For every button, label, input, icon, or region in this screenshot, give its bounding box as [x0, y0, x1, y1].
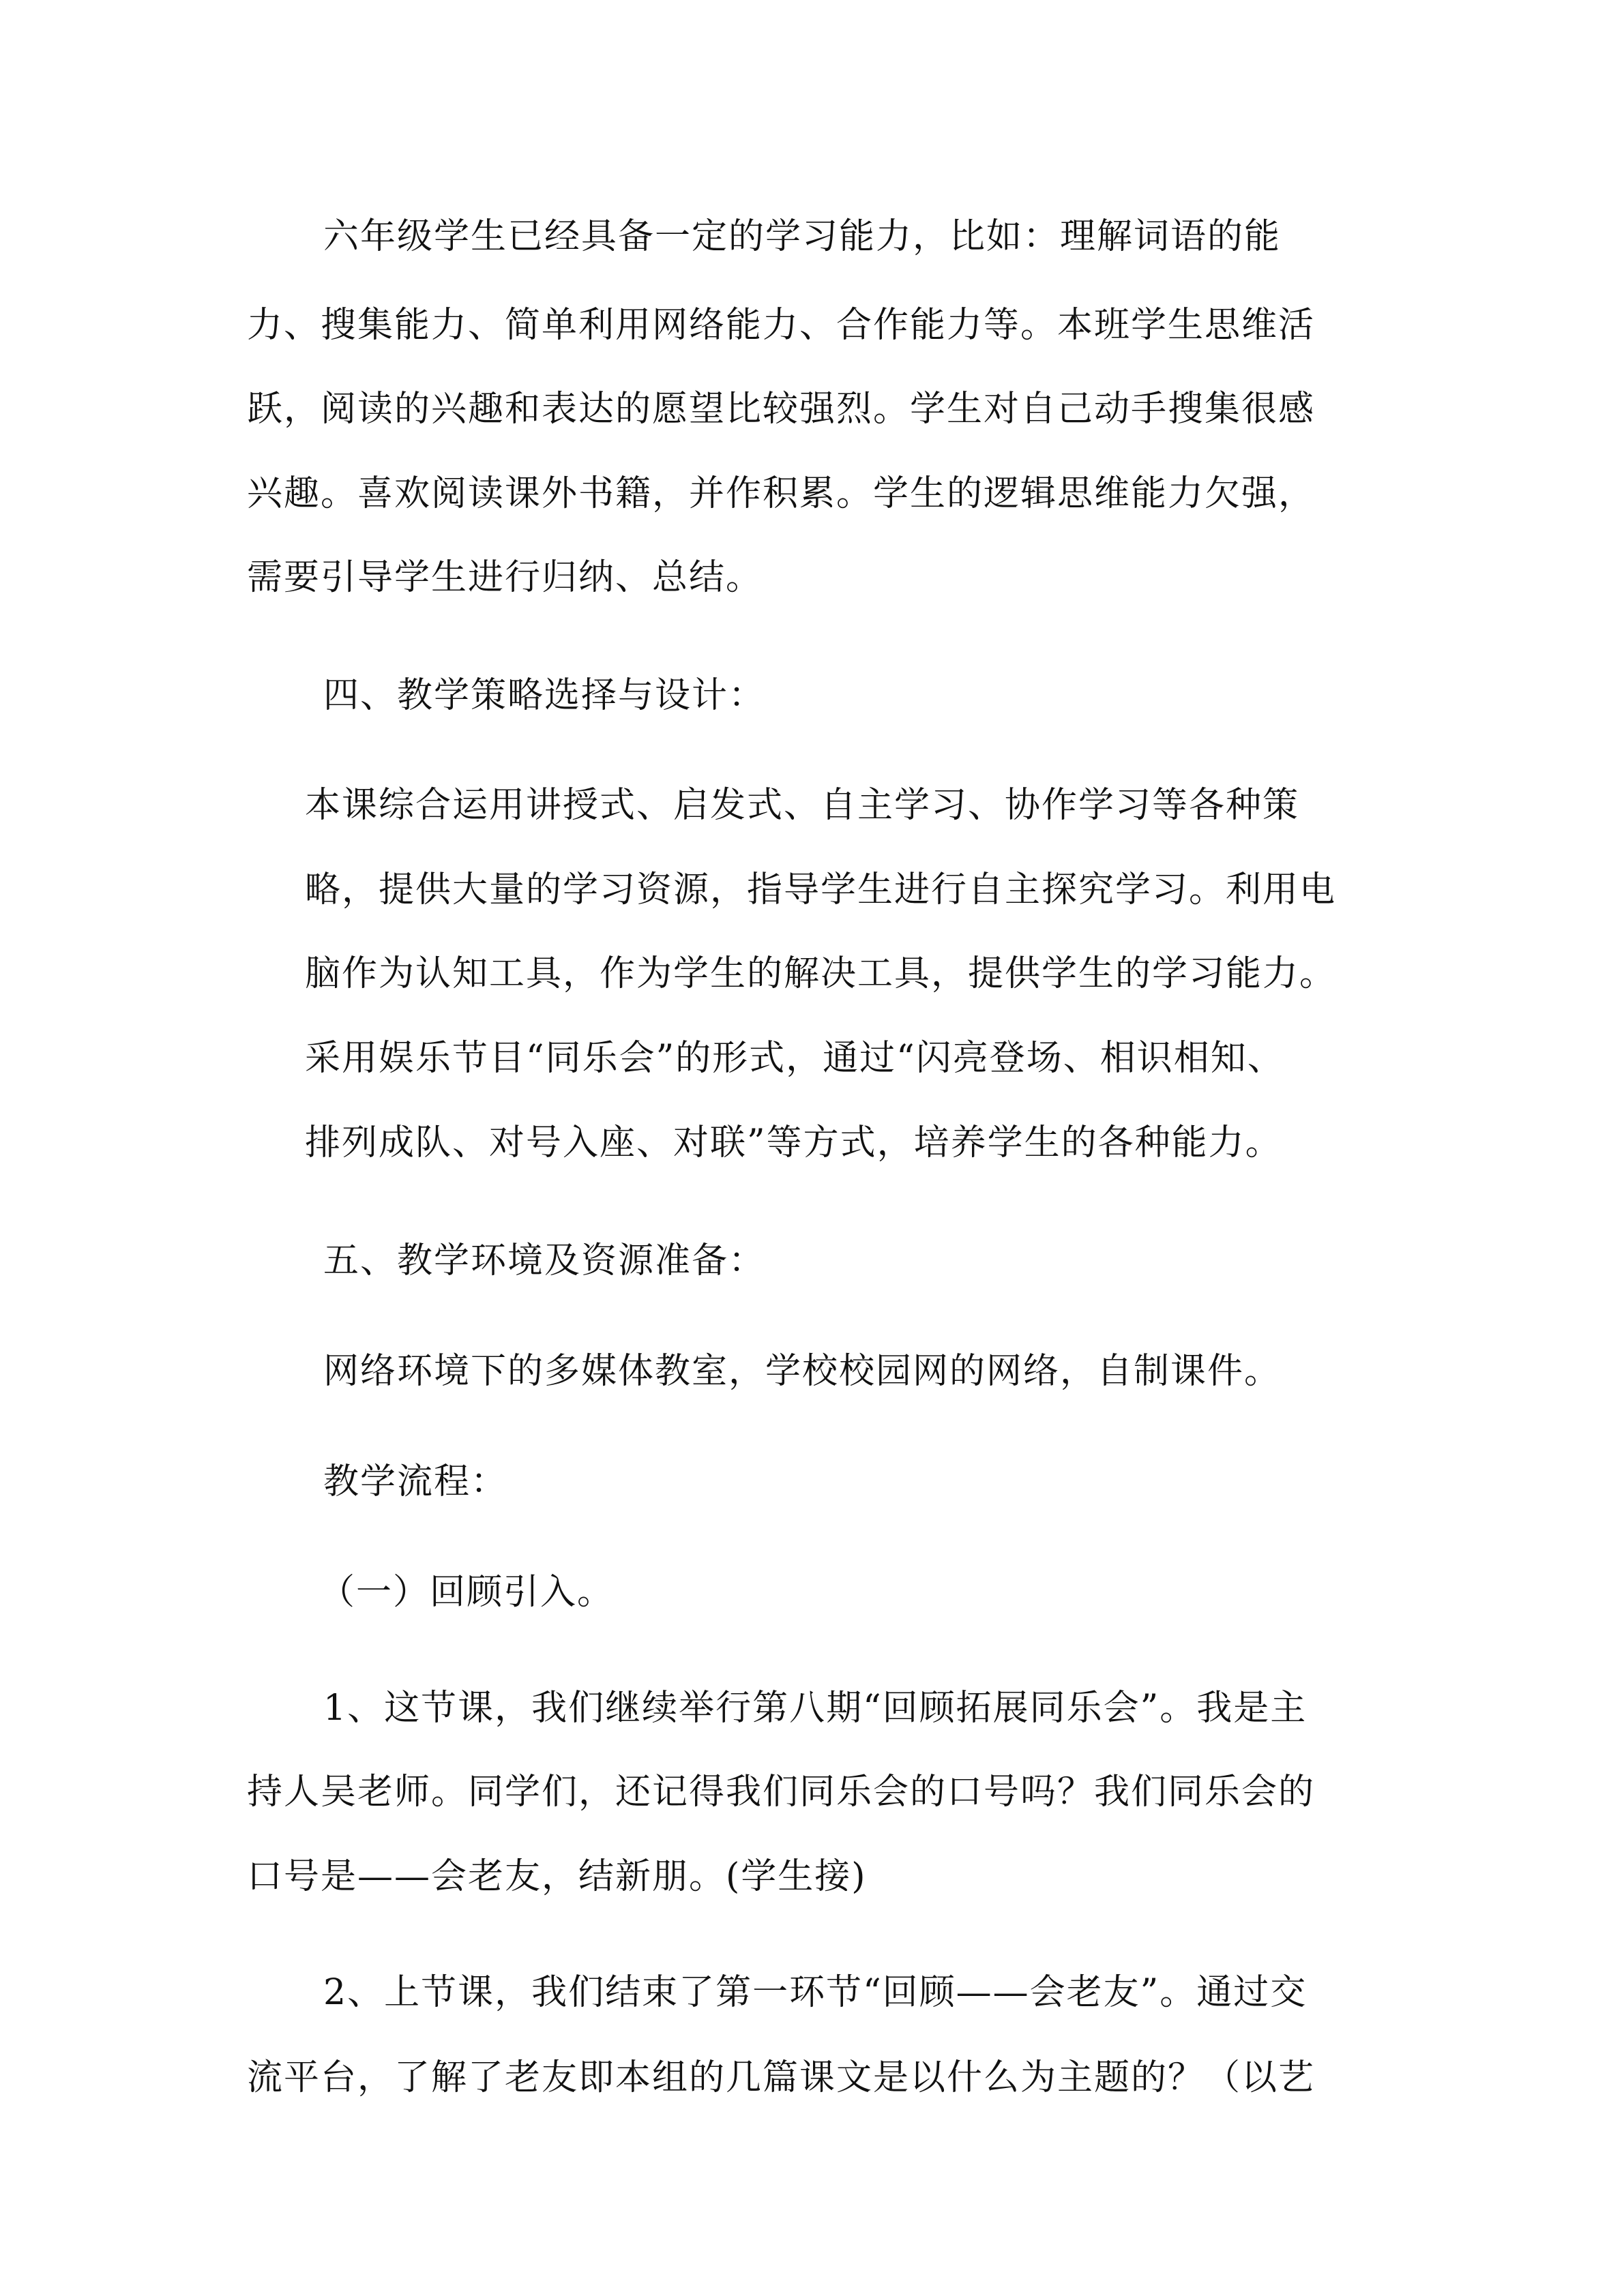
text-line: 排列成队、对号入座、对联”等方式，培养学生的各种能力。: [305, 1122, 1282, 1163]
text-line: 网络环境下的多媒体教室，学校校园网的网络，自制课件。: [323, 1351, 1282, 1392]
text-line: 力、搜集能力、简单利用网络能力、合作能力等。本班学生思维活: [247, 305, 1316, 346]
text-line: 略，提供大量的学习资源，指导学生进行自主探究学习。利用电: [305, 869, 1337, 910]
text-line: 1、这节课，我们继续举行第八期“回顾拓展同乐会”。我是主: [323, 1688, 1308, 1729]
text-line: 2、上节课，我们结束了第一环节“回顾——会老友”。通过交: [323, 1972, 1308, 2013]
text-line: 流平台，了解了老友即本组的几篇课文是以什么为主题的？（以艺: [247, 2057, 1316, 2098]
text-line: 本课综合运用讲授式、启发式、自主学习、协作学习等各种策: [305, 785, 1300, 826]
text-line: 兴趣。喜欢阅读课外书籍，并作积累。学生的逻辑思维能力欠强，: [247, 473, 1316, 514]
section-heading: 四、教学策略选择与设计：: [323, 675, 766, 716]
section-heading: 教学流程：: [323, 1461, 508, 1502]
sub-heading: （一）回顾引入。: [319, 1572, 615, 1613]
text-line: 脑作为认知工具，作为学生的解决工具，提供学生的学习能力。: [305, 953, 1337, 994]
text-line: 持人吴老师。同学们，还记得我们同乐会的口号吗？我们同乐会的: [247, 1772, 1316, 1813]
text-line: 六年级学生已经具备一定的学习能力，比如：理解词语的能: [323, 216, 1282, 257]
section-heading: 五、教学环境及资源准备：: [323, 1240, 766, 1281]
text-line: 口号是——会老友，结新朋。(学生接): [247, 1856, 867, 1897]
text-line: 需要引导学生进行归纳、总结。: [247, 557, 763, 598]
text-line: 跃，阅读的兴趣和表达的愿望比较强烈。学生对自己动手搜集很感: [247, 389, 1316, 430]
text-line: 采用娱乐节目“同乐会”的形式，通过“闪亮登场、相识相知、: [305, 1038, 1284, 1079]
